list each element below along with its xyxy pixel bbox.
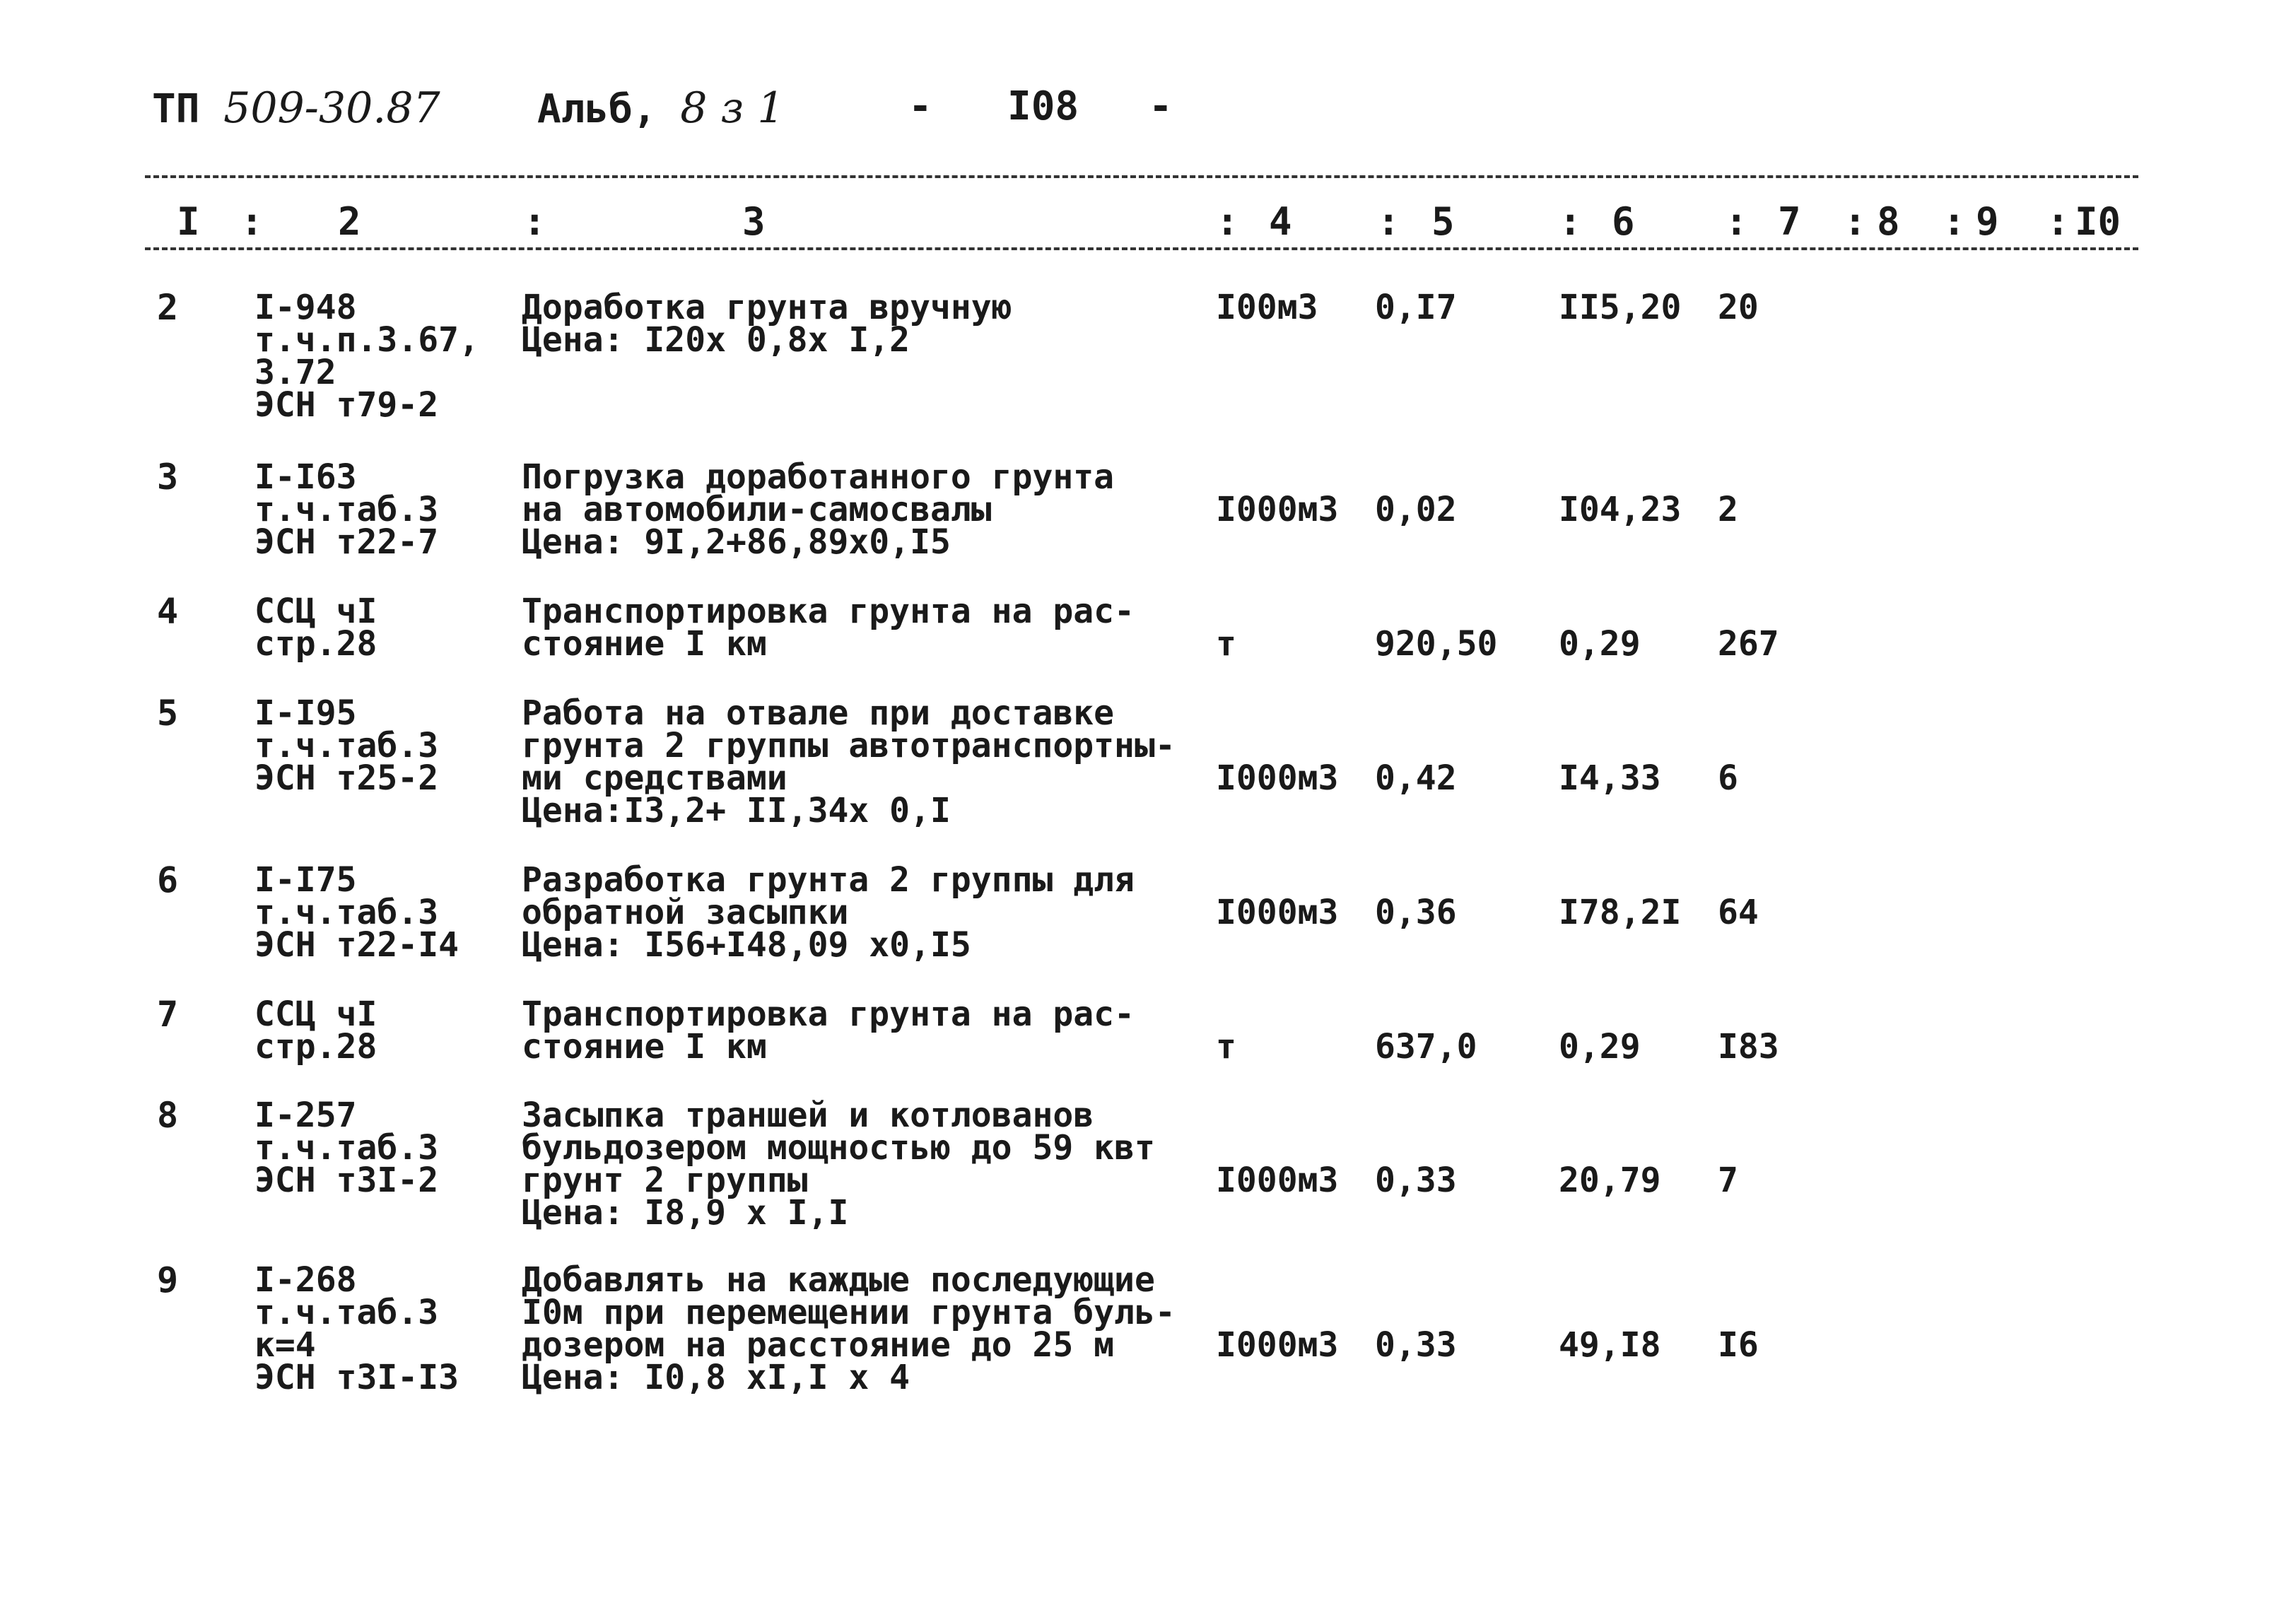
desc-line: Добавлять на каждые последующие [522,1260,1155,1300]
table-top-rule [145,175,2138,178]
work-description [522,994,1135,1067]
desc-line: дозером на расстояние до 25 м [522,1325,1115,1365]
norm-reference [254,457,439,562]
desc-line: стояние I км [522,624,767,664]
code-prefix: ТП [152,86,200,132]
col-header-2: 2 [338,199,361,244]
ref-line: т.ч.таб.3 [254,726,439,765]
work-description [522,457,1115,562]
ref-line: стр.28 [254,624,377,664]
work-description [522,288,1012,360]
work-description [522,860,1135,965]
col-separator: : [1844,199,1867,244]
desc-line: Работа на отвале при доставке [522,693,1115,733]
row-number: 8 [157,1095,179,1136]
norm-reference [254,1260,459,1397]
desc-line: Транспортировка грунта на рас- [522,994,1135,1034]
ref-line: к=4 [254,1325,316,1365]
total-cost: 7 [1718,1161,1738,1200]
unit-price: 0,29 [1559,624,1641,664]
ref-line: т.ч.таб.3 [254,1128,439,1168]
ref-line: ЭСН т79-2 [254,385,439,425]
quantity: 0,02 [1375,490,1457,529]
total-cost: I83 [1718,1027,1779,1067]
unit-price: I78,2I [1559,893,1682,932]
unit-price: 0,29 [1559,1027,1641,1067]
col-header-1: I [177,199,200,244]
desc-line: на автомобили-самосвалы [522,490,992,529]
ref-line: ССЦ чI [254,592,377,631]
col-header-3: 3 [742,199,766,244]
norm-reference [254,592,377,664]
unit: I000м3 [1216,1161,1339,1200]
album-ref [537,83,785,133]
total-cost: 267 [1718,624,1779,664]
row-number: 7 [157,994,179,1035]
desc-line: Цена: I8,9 х I,I [522,1193,849,1233]
quantity: 0,33 [1375,1325,1457,1365]
norm-reference [254,288,479,425]
desc-line: грунт 2 группы [522,1161,808,1200]
unit: т [1216,1027,1236,1067]
desc-line: обратной засыпки [522,893,849,932]
unit-price: I4,33 [1559,758,1661,798]
ref-line: т.ч.п.3.67, [254,320,479,360]
ref-line: ЭСН т22-7 [254,522,439,562]
album-handwritten: 8 з 1 [680,83,785,133]
desc-line: Цена:I3,2+ II,34х 0,I [522,791,951,830]
ref-line: т.ч.таб.3 [254,1293,439,1332]
ref-line: ЭСН т3I-I3 [254,1358,459,1397]
ref-line: стр.28 [254,1027,377,1067]
unit: I000м3 [1216,758,1339,798]
quantity: 920,50 [1375,624,1498,664]
work-description [522,693,1176,830]
total-cost: 20 [1718,288,1759,327]
ref-line: I-268 [254,1260,357,1300]
quantity: 637,0 [1375,1027,1477,1067]
work-description [522,1260,1176,1397]
total-cost: I6 [1718,1325,1759,1365]
col-header-9: 9 [1976,199,1999,244]
unit: I000м3 [1216,490,1339,529]
quantity: 0,I7 [1375,288,1457,327]
unit-price: 20,79 [1559,1161,1661,1200]
row-number: 2 [157,287,179,328]
col-header-5: 5 [1431,199,1455,244]
desc-line: Цена: I20х 0,8х I,2 [522,320,910,360]
row-number: 9 [157,1260,179,1300]
total-cost: 64 [1718,893,1759,932]
col-header-8: 8 [1877,199,1900,244]
desc-line: Доработка грунта вручную [522,288,1012,327]
col-separator: : [523,199,546,244]
desc-line: Погрузка доработанного грунта [522,457,1115,497]
unit: I00м3 [1216,288,1318,327]
desc-line: Цена: I56+I48,09 х0,I5 [522,925,971,965]
dash-left: - [908,83,932,129]
desc-line: Транспортировка грунта на рас- [522,592,1135,631]
total-cost: 6 [1718,758,1738,798]
unit: I000м3 [1216,893,1339,932]
col-header-7: 7 [1778,199,1801,244]
desc-line: грунта 2 группы автотранспортны- [522,726,1176,765]
col-separator: : [1725,199,1748,244]
document-code [152,83,440,133]
row-number: 4 [157,591,179,632]
code-handwritten: 509-30.87 [223,83,440,133]
quantity: 0,33 [1375,1161,1457,1200]
work-description [522,592,1135,664]
unit: I000м3 [1216,1325,1339,1365]
desc-line: ми средствами [522,758,787,798]
desc-line: бульдозером мощностью до 59 квт [522,1128,1155,1168]
row-number: 6 [157,859,179,900]
ref-line: I-I75 [254,860,357,900]
desc-line: Засыпка траншей и котлованов [522,1096,1094,1135]
ref-line: 3.72 [254,353,336,392]
work-description [522,1096,1155,1233]
col-header-4: 4 [1269,199,1292,244]
col-separator: : [1377,199,1400,244]
norm-reference [254,994,377,1067]
row-number: 3 [157,457,179,498]
col-separator: : [1216,199,1239,244]
ref-line: ЭСН т3I-2 [254,1161,439,1200]
quantity: 0,42 [1375,758,1457,798]
unit-price: II5,20 [1559,288,1682,327]
col-header-10: I0 [2075,199,2121,244]
unit: т [1216,624,1236,664]
ref-line: I-I95 [254,693,357,733]
album-label: Альб, [537,86,657,132]
unit-price: 49,I8 [1559,1325,1661,1365]
row-number: 5 [157,693,179,734]
ref-line: ССЦ чI [254,994,377,1034]
ref-line: I-948 [254,288,357,327]
unit-price: I04,23 [1559,490,1682,529]
ref-line: т.ч.таб.3 [254,893,439,932]
col-separator: : [240,199,264,244]
desc-line: I0м при перемещении грунта буль- [522,1293,1176,1332]
norm-reference [254,1096,439,1200]
col-separator: : [1943,199,1966,244]
norm-reference [254,860,459,965]
desc-line: Цена: 9I,2+86,89х0,I5 [522,522,951,562]
col-separator: : [2046,199,2070,244]
page-number: I08 [1007,83,1079,129]
dash-right: - [1149,83,1173,129]
quantity: 0,36 [1375,893,1457,932]
ref-line: т.ч.таб.3 [254,490,439,529]
total-cost: 2 [1718,490,1738,529]
ref-line: ЭСН т22-I4 [254,925,459,965]
desc-line: Разработка грунта 2 группы для [522,860,1135,900]
ref-line: ЭСН т25-2 [254,758,439,798]
col-separator: : [1559,199,1582,244]
ref-line: I-257 [254,1096,357,1135]
desc-line: стояние I км [522,1027,767,1067]
desc-line: Цена: I0,8 хI,I х 4 [522,1358,910,1397]
col-header-6: 6 [1612,199,1635,244]
ref-line: I-I63 [254,457,357,497]
table-header-rule [145,247,2138,250]
norm-reference [254,693,439,798]
